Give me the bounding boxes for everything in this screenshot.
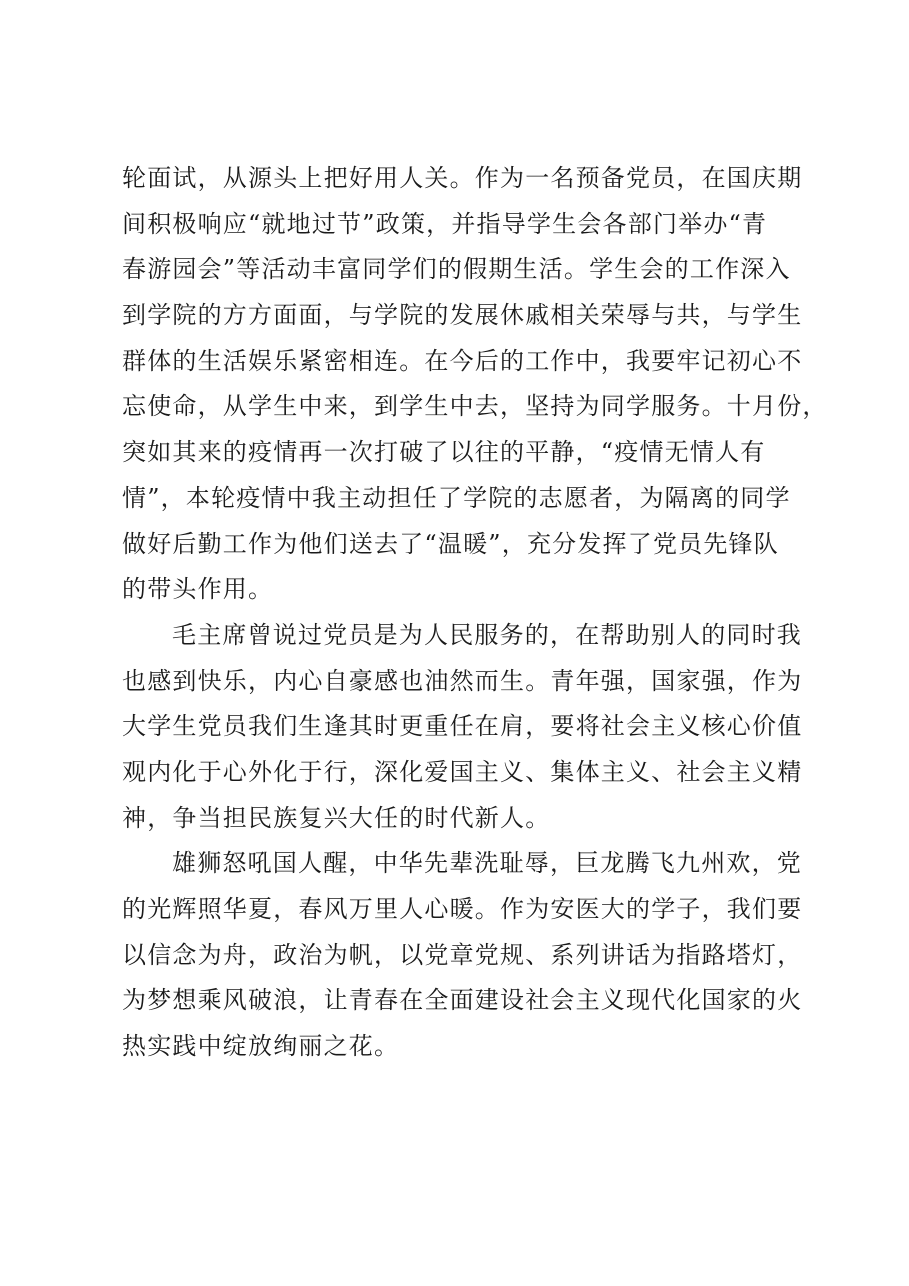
text-line: 轮面试，从源头上把好用人关。作为一名预备党员，在国庆期 [122,164,803,192]
text-line: 的带头作用。 [122,575,274,604]
paragraph-first-line: 雄狮怒吼国人醒，中华先辈洗耻辱，巨龙腾飞九州欢，党 [172,849,802,878]
text-line: 观内化于心外化于行，深化爱国主义、集体主义、社会主义精 [122,757,803,786]
text-line: 以信念为舟，政治为帆，以党章党规、系列讲话为指路塔灯， [122,940,803,969]
text-line: 间积极响应“就地过节”政策，并指导学生会各部门举办“青 [122,209,768,238]
text-line: 忘使命，从学生中来，到学生中去，坚持为同学服务。十月份， [122,392,828,421]
text-line: 春游园会”等活动丰富同学们的假期生活。学生会的工作深入 [122,255,791,284]
text-line: 也感到快乐，内心自豪感也油然而生。青年强，国家强，作为 [122,666,803,695]
text-line: 到学院的方方面面，与学院的发展休戚相关荣辱与共，与学生 [122,301,803,330]
paragraph-first-line: 毛主席曾说过党员是为人民服务的，在帮助别人的同时我 [172,620,802,649]
text-line: 突如其来的疫情再一次打破了以往的平静，“疫情无情人有 [122,438,766,467]
text-line: 大学生党员我们生逢其时更重任在肩，要将社会主义核心价值 [122,712,803,741]
text-line: 热实践中绽放绚丽之花。 [122,1032,400,1061]
text-line: 做好后勤工作为他们送去了“温暖”，充分发挥了党员先锋队 [122,529,779,558]
text-line: 群体的生活娱乐紧密相连。在今后的工作中，我要牢记初心不 [122,346,803,375]
text-line: 情”，本轮疫情中我主动担任了学院的志愿者，为隔离的同学 [122,483,791,512]
text-line: 神，争当担民族复兴大任的时代新人。 [122,803,551,832]
text-line: 的光辉照华夏，春风万里人心暖。作为安医大的学子，我们要 [122,895,803,923]
body-text [122,156,828,1070]
text-line: 为梦想乘风破浪，让青春在全面建设社会主义现代化国家的火 [122,986,803,1015]
